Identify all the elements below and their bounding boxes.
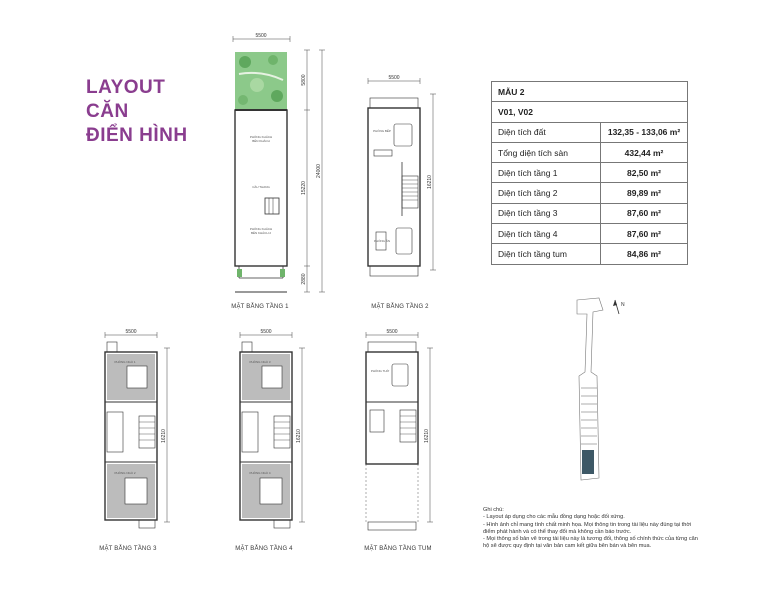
dimension-lines bbox=[366, 332, 433, 522]
table-row bbox=[492, 244, 688, 264]
dim-total: 24000 bbox=[316, 164, 322, 178]
table-row bbox=[492, 102, 688, 122]
row-value: 82,50 m² bbox=[601, 163, 688, 183]
dim-width: 5500 bbox=[260, 329, 272, 335]
site-plan bbox=[567, 296, 637, 491]
garden bbox=[235, 52, 287, 110]
caption-floor-2: MẶT BẰNG TẦNG 2 bbox=[371, 304, 429, 310]
room-label: CẦU THANG bbox=[252, 185, 270, 189]
dim-front: 2880 bbox=[301, 273, 307, 285]
room-label: PHÒNG THỜ bbox=[370, 369, 390, 373]
title-line-3: ĐIỂN HÌNH bbox=[86, 125, 188, 146]
row-value: 432,44 m² bbox=[601, 142, 688, 162]
room-label: BÊN KHÁCH 2 bbox=[250, 231, 272, 235]
room-label: PHÒNG NGỦ 3 bbox=[249, 360, 271, 364]
room-label: PHÒNG KHÁCH bbox=[249, 135, 273, 139]
row-label: Diện tích tầng 4 bbox=[492, 224, 601, 244]
caption-floor-tum: MẶT BẰNG TẦNG TUM bbox=[364, 546, 432, 552]
row-label: Diện tích tầng tum bbox=[492, 244, 601, 264]
walls bbox=[368, 98, 420, 276]
title-line-1: LAYOUT bbox=[86, 77, 166, 98]
row-label: Diện tích tầng 1 bbox=[492, 163, 601, 183]
dim-depth: 16210 bbox=[427, 175, 433, 189]
page-title bbox=[86, 76, 188, 148]
note-line: - Mọi thông số bản vẽ trong tài liệu này là tương đối, thông số chính thức của từng căn hộ sẽ được quy định tại văn bản cam kết giữa bên bán và bên mua. bbox=[483, 536, 698, 550]
row-value: 84,86 m² bbox=[601, 244, 688, 264]
dim-width: 5500 bbox=[255, 33, 267, 39]
floor-plan-4 bbox=[230, 326, 320, 536]
row-label: Tổng diện tích sàn bbox=[492, 142, 601, 162]
model-name: MẪU 2 bbox=[492, 82, 688, 102]
dim-width: 5500 bbox=[386, 329, 398, 335]
row-label: Diện tích đất bbox=[492, 122, 601, 142]
caption-floor-4: MẶT BẰNG TẦNG 4 bbox=[235, 546, 293, 552]
room-label: PHÒNG BẾP bbox=[373, 129, 391, 133]
notes-heading: Ghi chú: bbox=[483, 507, 504, 513]
row-value: 87,60 m² bbox=[601, 203, 688, 223]
dim-depth: 16210 bbox=[161, 429, 167, 443]
dim-width: 5500 bbox=[125, 329, 137, 335]
unit-codes: V01, V02 bbox=[492, 102, 688, 122]
floor-plan-2 bbox=[358, 72, 448, 282]
floor-plan-tum bbox=[356, 326, 446, 536]
row-value: 87,60 m² bbox=[601, 224, 688, 244]
compass-label: N bbox=[621, 302, 625, 308]
room-label: PHÒNG NGỦ 1 bbox=[114, 360, 136, 364]
dim-depth: 16210 bbox=[424, 429, 430, 443]
table-row bbox=[492, 82, 688, 102]
floor-plan-3 bbox=[95, 326, 185, 536]
note-line: - Layout áp dụng cho các mẫu đồng dạng hoặc đối xứng. bbox=[483, 514, 625, 521]
unit-highlight bbox=[582, 450, 594, 474]
note-line: - Hình ảnh chỉ mang tính chất minh họa. Mọi thông tin trong tài liệu này đúng tại thời điểm phát hành và có thể thay đổi mà không cần báo trước. bbox=[483, 521, 692, 535]
spec-table bbox=[491, 81, 688, 265]
room-label: BÊN KHÁCH bbox=[252, 139, 270, 143]
room-label: PHÒNG NGỦ 2 bbox=[114, 471, 136, 475]
table-row bbox=[492, 163, 688, 183]
title-line-2: CĂN bbox=[86, 101, 129, 122]
notes bbox=[483, 507, 698, 551]
table-row bbox=[492, 203, 688, 223]
floor-plan-1 bbox=[225, 30, 335, 305]
dim-garden: 5800 bbox=[301, 74, 307, 86]
caption-floor-3: MẶT BẰNG TẦNG 3 bbox=[99, 546, 157, 552]
compass-icon bbox=[613, 300, 625, 314]
table-row bbox=[492, 142, 688, 162]
table-row bbox=[492, 224, 688, 244]
dim-interior: 15220 bbox=[301, 181, 307, 195]
dim-depth: 16210 bbox=[296, 429, 302, 443]
row-value: 132,35 - 133,06 m² bbox=[601, 122, 688, 142]
table-row bbox=[492, 122, 688, 142]
room-label: PHÒNG NGỦ 4 bbox=[249, 471, 271, 475]
row-label: Diện tích tầng 3 bbox=[492, 203, 601, 223]
caption-floor-1: MẶT BẰNG TẦNG 1 bbox=[231, 304, 289, 310]
room-label: PHÒNG ĂN bbox=[373, 239, 391, 243]
dim-width: 5500 bbox=[388, 75, 400, 81]
room-label: PHÒNG KHÁCH bbox=[249, 227, 273, 231]
table-row bbox=[492, 183, 688, 203]
row-label: Diện tích tầng 2 bbox=[492, 183, 601, 203]
row-value: 89,89 m² bbox=[601, 183, 688, 203]
